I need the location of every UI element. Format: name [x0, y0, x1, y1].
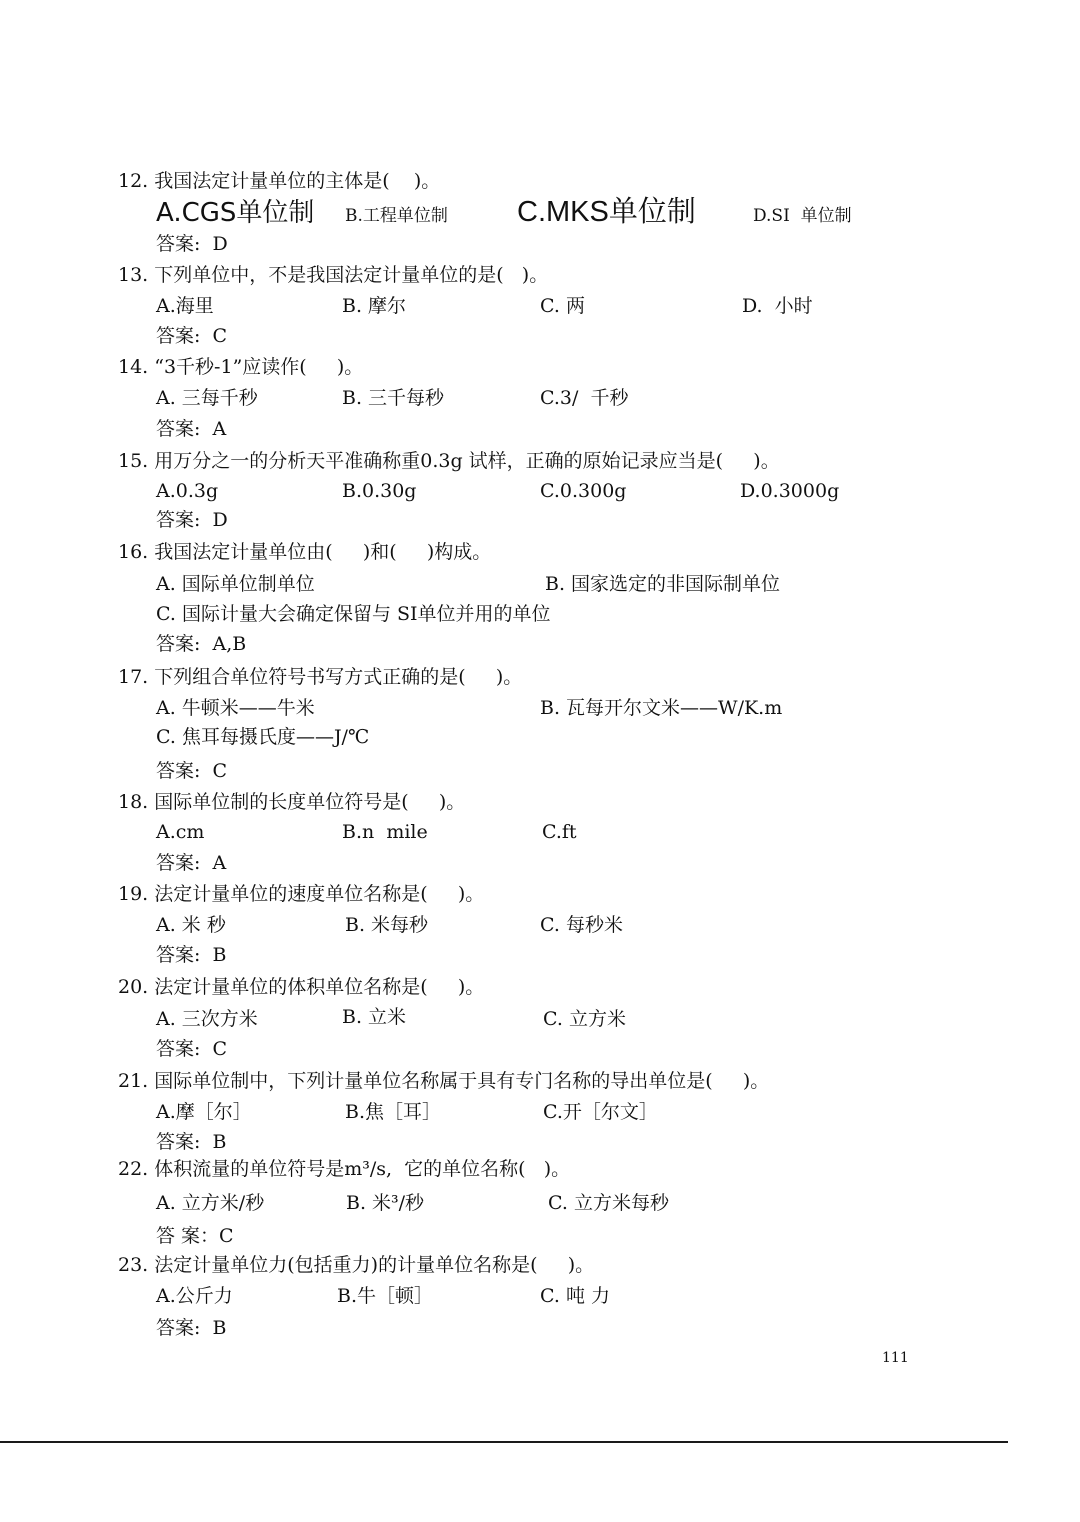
footer-rule: [0, 1441, 1008, 1443]
page-number: 111: [882, 1350, 909, 1366]
q19-option-b: B. 米每秒: [345, 914, 429, 936]
question-16: 16. 我国法定计量单位由( )和( )构成。: [118, 541, 492, 563]
q14-option-b: B. 三千每秒: [342, 387, 445, 409]
q12-answer: 答案: D: [156, 233, 228, 255]
q19-option-c: C. 每秒米: [540, 914, 623, 936]
q22-answer: 答 案：C: [156, 1225, 234, 1247]
q15-option-b: B.0.30g: [342, 480, 417, 502]
question-20: 20. 法定计量单位的体积单位名称是( )。: [118, 976, 485, 998]
q17-option-a: A. 牛顿米——牛米: [156, 697, 315, 719]
q21-option-c: C.开［尔文］: [543, 1101, 658, 1123]
q18-option-c: C.ft: [542, 821, 577, 843]
q12-option-b: B.工程单位制: [345, 206, 448, 226]
q16-answer: 答案: A,B: [156, 633, 247, 655]
q15-option-c: C.0.300g: [540, 480, 627, 502]
question-19: 19. 法定计量单位的速度单位名称是( )。: [118, 883, 485, 905]
q16-option-c: C. 国际计量大会确定保留与 SI单位并用的单位: [156, 603, 551, 625]
q16-option-b: B. 国家选定的非国际制单位: [545, 573, 781, 595]
q21-option-a: A.摩［尔］: [156, 1101, 252, 1123]
q21-answer: 答案: B: [156, 1131, 227, 1153]
q14-option-c: C.3/ 千秒: [540, 387, 629, 409]
q18-option-a: A.cm: [156, 821, 205, 843]
q15-answer: 答案: D: [156, 509, 228, 531]
q17-option-b: B. 瓦每开尔文米——W/K.m: [540, 697, 783, 719]
q12-option-d: D.SI 单位制: [753, 206, 852, 226]
q13-option-a: A.海里: [156, 295, 214, 317]
q12-option-c: C.MKS单位制: [517, 196, 696, 228]
question-21: 21. 国际单位制中，下列计量单位名称属于具有专门名称的导出单位是( )。: [118, 1070, 770, 1092]
q17-option-c: C. 焦耳每摄氏度——J/℃: [156, 726, 370, 748]
q12-option-a: A.CGS单位制: [156, 198, 315, 228]
question-13: 13. 下列单位中，不是我国法定计量单位的是( )。: [118, 264, 549, 286]
q13-option-b: B. 摩尔: [342, 295, 407, 317]
q22-option-c: C. 立方米每秒: [548, 1192, 669, 1214]
q18-option-b: B.n mile: [342, 821, 428, 843]
q23-answer: 答案: B: [156, 1317, 227, 1339]
q20-option-b: B. 立米: [342, 1006, 407, 1028]
q19-answer: 答案: B: [156, 944, 227, 966]
q19-option-a: A. 米 秒: [156, 914, 226, 936]
question-14: 14. “3千秒-1”应读作( )。: [118, 356, 364, 378]
question-15: 15. 用万分之一的分析天平准确称重0.3g 试样，正确的原始记录应当是( )。: [118, 450, 780, 472]
q23-option-a: A.公斤力: [156, 1285, 233, 1307]
q18-answer: 答案: A: [156, 852, 227, 874]
q20-option-a: A. 三次方米: [156, 1008, 258, 1030]
q20-option-c: C. 立方米: [543, 1008, 626, 1030]
q15-option-a: A.0.3g: [156, 480, 219, 502]
q15-option-d: D.0.3000g: [740, 480, 840, 502]
q13-option-d: D. 小时: [742, 295, 813, 317]
q14-answer: 答案: A: [156, 418, 227, 440]
q14-option-a: A. 三每千秒: [156, 387, 258, 409]
q22-option-a: A. 立方米/秒: [156, 1192, 265, 1214]
question-12: 12. 我国法定计量单位的主体是( )。: [118, 170, 441, 192]
question-22: 22. 体积流量的单位符号是m³/s, 它的单位名称( )。: [118, 1158, 571, 1180]
question-17: 17. 下列组合单位符号书写方式正确的是( )。: [118, 666, 523, 688]
q16-option-a: A. 国际单位制单位: [156, 573, 315, 595]
q20-answer: 答案: C: [156, 1038, 228, 1060]
q13-option-c: C. 两: [540, 295, 585, 317]
q17-answer: 答案: C: [156, 760, 228, 782]
question-23: 23. 法定计量单位力(包括重力)的计量单位名称是( )。: [118, 1254, 595, 1276]
q23-option-c: C. 吨 力: [540, 1285, 610, 1307]
question-18: 18. 国际单位制的长度单位符号是( )。: [118, 791, 466, 813]
q21-option-b: B.焦［耳］: [345, 1101, 442, 1123]
q22-option-b: B. 米³/秒: [346, 1192, 425, 1214]
q13-answer: 答案: C: [156, 325, 228, 347]
q23-option-b: B.牛［顿］: [337, 1285, 434, 1307]
